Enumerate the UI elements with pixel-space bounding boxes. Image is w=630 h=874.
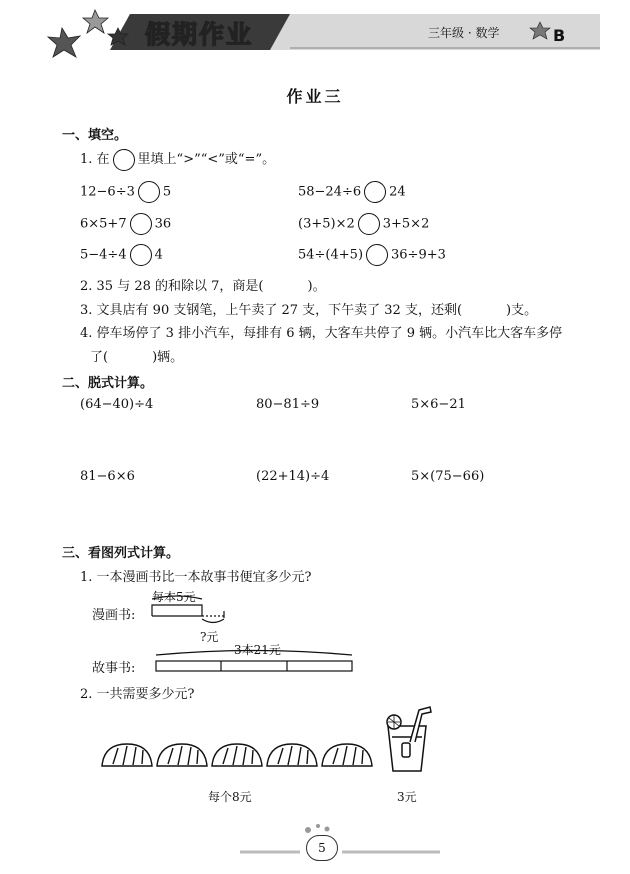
compare-item: (3+5)×2 3+5×2 [298, 213, 429, 235]
comic-label: 漫画书: [92, 608, 136, 623]
page-title: 作业三 [286, 87, 344, 106]
comic-price-label: 每本5元 [152, 590, 196, 604]
drink-price-label: 3元 [397, 790, 417, 804]
question-2: 2. 35 与 28 的和除以 7，商是( )。 [80, 279, 326, 294]
compare-item: 58−24÷6 24 [298, 181, 406, 203]
question-4-line2: 了( )辆。 [90, 350, 184, 365]
page-number: 5 [306, 835, 338, 861]
compare-item: 5−4÷4 4 [80, 244, 163, 266]
bread-price-label: 每个8元 [208, 790, 252, 804]
calc-expression: (22+14)÷4 [256, 469, 330, 484]
difference-label: ?元 [200, 630, 219, 644]
header-title: 假期作业 [145, 20, 254, 49]
picture-question-1: 1. 一本漫画书比一本故事书便宜多少元? [80, 570, 312, 585]
section1-heading: 一、填空。 [62, 128, 128, 143]
compare-item: 12−6÷3 5 [80, 181, 171, 203]
calc-expression: 80−81÷9 [256, 397, 320, 412]
header-subject: 三年级 · 数学 [428, 26, 500, 40]
question-1: 1. 在 里填上“>”“<”或“=”。 [80, 148, 275, 171]
calc-expression: 5×(75−66) [411, 469, 485, 484]
header-edition: B [553, 26, 566, 45]
compare-item: 6×5+7 36 [80, 213, 171, 235]
story-total-label: 3本21元 [234, 643, 281, 657]
compare-item: 54÷(4+5) 36÷9+3 [298, 244, 446, 266]
section2-heading: 二、脱式计算。 [62, 376, 154, 391]
calc-expression: 5×6−21 [411, 397, 466, 412]
question-3: 3. 文具店有 90 支钢笔，上午卖了 27 支，下午卖了 32 支，还剩( )支。 [80, 303, 538, 318]
question-4-line1: 4. 停车场停了 3 排小汽车，每排有 6 辆，大客车共停了 9 辆。小汽车比大客车多停 [80, 326, 563, 341]
picture-question-2: 2. 一共需要多少元? [80, 687, 195, 702]
calc-expression: (64−40)÷4 [80, 397, 154, 412]
section3-heading: 三、看图列式计算。 [62, 546, 180, 561]
calc-expression: 81−6×6 [80, 469, 135, 484]
story-label: 故事书: [92, 661, 136, 676]
